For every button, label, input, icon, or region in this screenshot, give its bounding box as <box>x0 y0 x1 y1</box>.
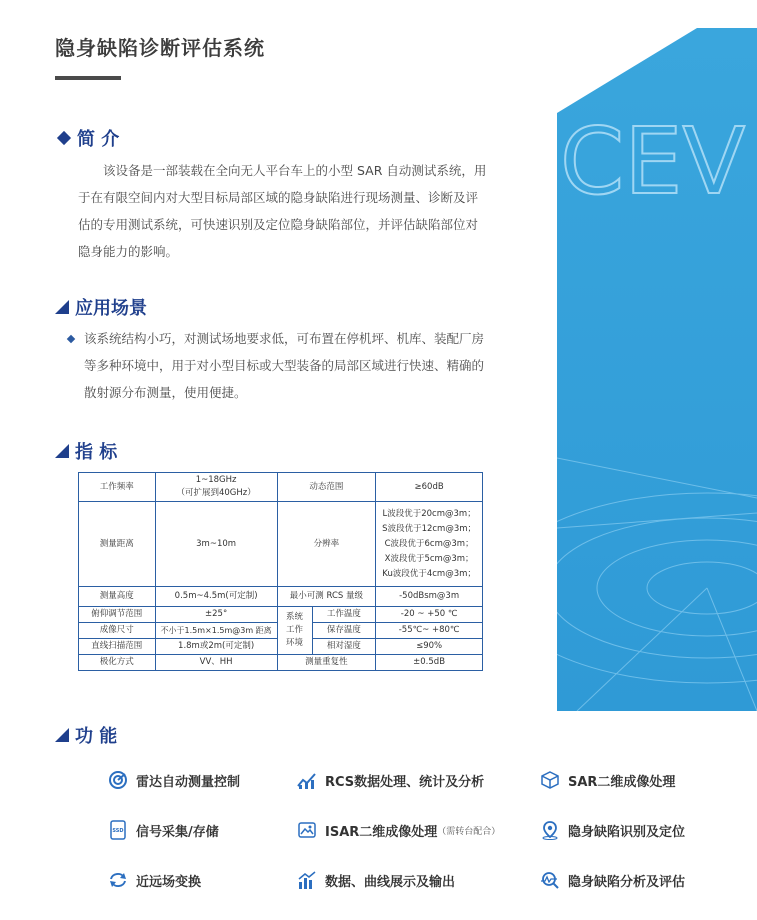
spec-label: 最小可测 RCS 量级 <box>277 587 376 607</box>
function-note: （需转台配合） <box>437 826 501 837</box>
spec-label: 直线扫描范围 <box>79 639 156 655</box>
cube-icon <box>540 770 560 790</box>
function-item <box>108 870 201 890</box>
function-label: ISAR二维成像处理 <box>325 824 438 840</box>
function-item <box>108 820 219 840</box>
functions-heading-text: 功 能 <box>75 726 118 747</box>
spec-value: ≥60dB <box>376 473 483 502</box>
function-label: 信号采集/存储 <box>136 824 219 840</box>
spec-value: ±0.5dB <box>376 655 483 671</box>
spec-value: L波段优于20cm@3m； S波段优于12cm@3m； C波段优于6cm@3m； X波段优于5cm@3m； Ku波段优于4cm@3m； <box>376 502 483 587</box>
function-label: 隐身缺陷分析及评估 <box>568 874 686 890</box>
bar-chart-icon <box>297 870 317 890</box>
spec-value: -20 ~ +50 ℃ <box>376 607 483 623</box>
function-label: 近远场变换 <box>136 874 202 890</box>
spec-label: 极化方式 <box>79 655 156 671</box>
specs-heading-text: 指 标 <box>75 442 118 463</box>
diamond-icon <box>57 131 71 145</box>
function-label: SAR二维成像处理 <box>568 774 676 790</box>
specs-heading <box>55 438 117 464</box>
bullet-icon <box>67 335 75 343</box>
function-label: RCS数据处理、统计及分析 <box>325 774 485 790</box>
table-row <box>79 473 483 502</box>
spec-label: 分辨率 <box>277 502 376 587</box>
spec-label: 保存温度 <box>312 623 376 639</box>
function-item <box>540 770 675 790</box>
table-row <box>79 587 483 607</box>
image-icon <box>297 820 317 840</box>
spec-value: 1~18GHz （可扩展到40GHz） <box>155 473 277 502</box>
function-item <box>297 770 484 790</box>
spec-label: 测量重复性 <box>277 655 376 671</box>
spec-value: ±25° <box>155 607 277 623</box>
deco-letters: CEV <box>560 108 746 215</box>
title-underline <box>55 76 121 80</box>
spec-label: 成像尺寸 <box>79 623 156 639</box>
page-title: 隐身缺陷诊断评估系统 <box>55 36 265 60</box>
spec-value: 3m~10m <box>155 502 277 587</box>
spec-value: -55℃~ +80℃ <box>376 623 483 639</box>
function-item <box>297 820 500 840</box>
analysis-icon <box>540 870 560 890</box>
scene-bullet-text: 该系统结构小巧，对测试场地要求低，可布置在停机坪、机库、装配厂房等多种环境中，用于对小型目标或大型装备的局部区域进行快速、精确的散射源分布测量，使用便捷。 <box>84 331 485 400</box>
location-icon <box>540 820 560 840</box>
spec-value: 不小于1.5m×1.5m@3m 距离 <box>155 623 277 639</box>
spec-label: 系统工作环境 <box>277 607 312 655</box>
svg-text:SSD: SSD <box>112 828 124 834</box>
spec-label: 动态范围 <box>277 473 376 502</box>
table-row <box>79 607 483 623</box>
table-row <box>79 502 483 587</box>
triangle-icon <box>55 444 69 458</box>
function-item <box>540 820 685 840</box>
spec-label: 俯仰调节范围 <box>79 607 156 623</box>
spec-value: VV、HH <box>155 655 277 671</box>
function-item <box>540 870 685 890</box>
spec-label: 测量距离 <box>79 502 156 587</box>
triangle-icon <box>55 300 69 314</box>
radar-icon <box>108 770 128 790</box>
spec-value: -50dBsm@3m <box>376 587 483 607</box>
spec-label: 测量高度 <box>79 587 156 607</box>
function-label: 隐身缺陷识别及定位 <box>568 824 686 840</box>
scene-bullet <box>66 325 496 406</box>
decorative-panel <box>557 28 757 711</box>
swap-icon <box>108 870 128 890</box>
scene-heading <box>55 294 147 320</box>
spec-label: 工作温度 <box>312 607 376 623</box>
spec-value: 0.5m~4.5m(可定制) <box>155 587 277 607</box>
functions-heading <box>55 722 117 748</box>
spec-label: 工作频率 <box>79 473 156 502</box>
scene-heading-text: 应用场景 <box>75 298 147 319</box>
intro-heading <box>55 125 119 151</box>
spec-table <box>78 472 483 671</box>
function-item <box>108 770 240 790</box>
function-label: 雷达自动测量控制 <box>136 774 241 790</box>
spec-label: 相对湿度 <box>312 639 376 655</box>
chart-icon <box>297 770 317 790</box>
table-row <box>79 655 483 671</box>
triangle-icon <box>55 728 69 742</box>
spec-value: ≤90% <box>376 639 483 655</box>
function-label: 数据、曲线展示及输出 <box>325 874 456 890</box>
spec-value: 1.8m或2m(可定制) <box>155 639 277 655</box>
intro-heading-text: 简 介 <box>77 129 120 150</box>
ssd-icon <box>108 820 128 840</box>
intro-body: 该设备是一部装载在全向无人平台车上的小型 SAR 自动测试系统，用于在有限空间内对大型目标局部区域的隐身缺陷进行现场测量、诊断及评估的专用测试系统，可快速识别及定位隐身缺陷部位，并评估缺陷部位对隐身能力的影响。 <box>78 163 487 259</box>
function-item <box>297 870 455 890</box>
